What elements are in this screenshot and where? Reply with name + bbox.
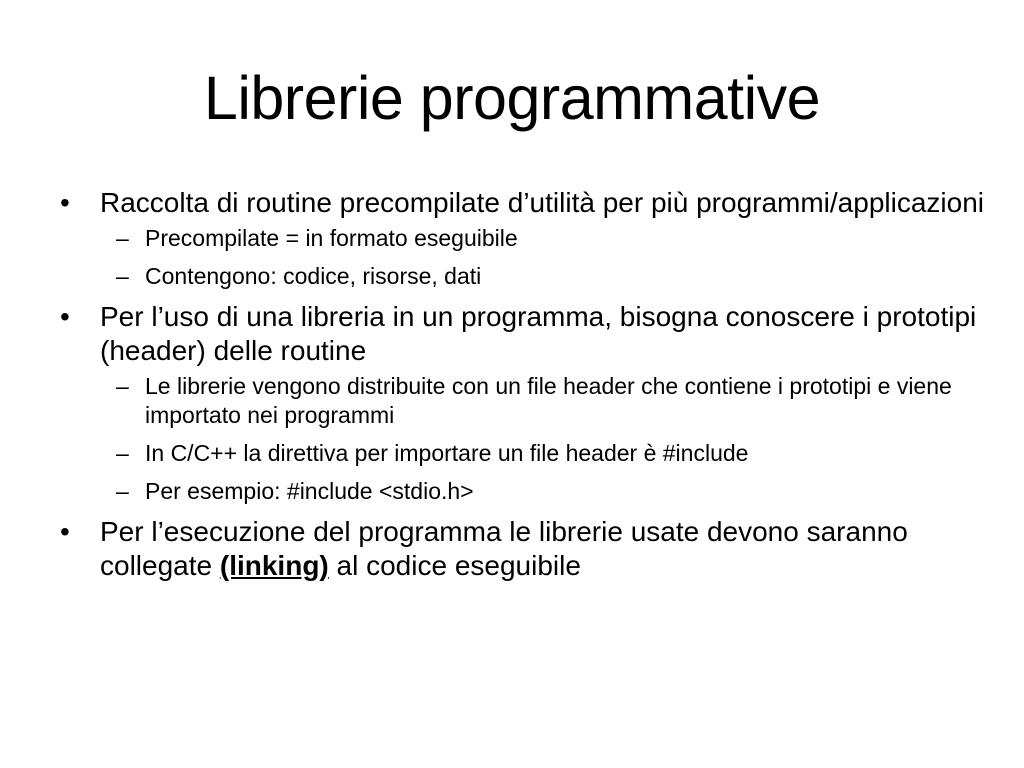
sub-bullet-marker: –	[116, 225, 129, 251]
sub-bullet-text: Contengono: codice, risorse, dati	[145, 263, 482, 289]
bullet-text: Raccolta di routine precompilate d’utilità per più programmi/applicazioni	[100, 187, 984, 218]
bullet-text: Per l’uso di una libreria in un programma, bisogna conoscere i prototipi (header) delle routine	[100, 301, 977, 366]
slide-title: Librerie programmative	[203, 64, 821, 132]
bullet-marker: •	[60, 301, 70, 332]
sub-bullet-text: Le librerie vengono distribuite con un file header che contiene i prototipi e viene importato nei programmi	[145, 373, 952, 428]
sub-bullet-marker: –	[116, 263, 129, 289]
bullet-text-end: al codice eseguibile	[328, 550, 581, 581]
sub-bullet-marker: –	[116, 478, 129, 504]
sub-bullet-list	[100, 372, 986, 506]
sub-bullet-item	[100, 262, 986, 291]
linking-emphasis: (linking)	[219, 550, 329, 581]
sub-bullet-item	[100, 439, 986, 468]
sub-bullet-item	[100, 477, 986, 506]
bullet-text-start: Per l’esecuzione del programma le librerie usate devono saranno collegate	[100, 516, 908, 581]
sub-bullet-text: In C/C++ la direttiva per importare un file header è #include	[145, 440, 749, 466]
bullet-item	[56, 186, 986, 291]
sub-bullet-marker: –	[116, 440, 129, 466]
bullet-list	[56, 186, 986, 589]
sub-bullet-text: Precompilate = in formato eseguibile	[145, 225, 518, 251]
sub-bullet-list	[100, 224, 986, 291]
sub-bullet-item	[100, 224, 986, 253]
bullet-marker: •	[60, 516, 70, 547]
bullet-item	[56, 515, 986, 583]
sub-bullet-item	[100, 372, 986, 430]
sub-bullet-text: Per esempio: #include <stdio.h>	[145, 478, 474, 504]
bullet-item	[56, 300, 986, 506]
sub-bullet-marker: –	[116, 373, 129, 399]
bullet-marker: •	[60, 187, 70, 218]
